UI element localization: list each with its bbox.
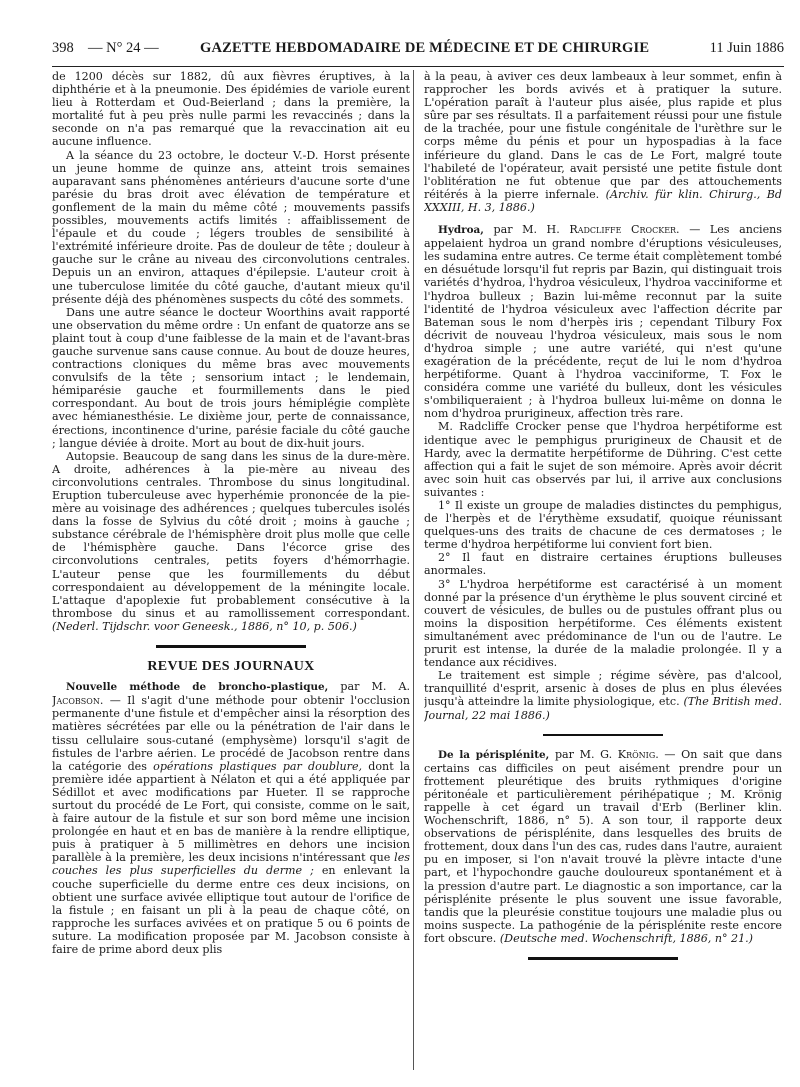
italic-phrase: opérations plastiques par doublure,: [153, 759, 363, 773]
paragraph-crocker-opinion: M. Radcliffe Crocker pense que l'hydroa herpétiforme est identique avec le pemphigus prurigineux de Chausit et de Hardy, avec la dermatite herpétiforme de Dühring. C'est cette affection qui a fait le sujet de son mémoire. Après avoir décrit avec soin huit cas observés par lui, il arrive aux conclusions suivantes :: [424, 420, 782, 499]
issue-date: 11 Juin 1886: [709, 40, 784, 56]
continuation-text: à la peau, à aviver ces deux lambeaux à leur sommet, enfin à rapprocher les bords avivés et à pratiquer la suture. L'opération paraît à l'auteur plus aisée, plus rapide et plus sûre par ses résultats. Il a parfaitement réussi pour une fistule de la trachée, pour une fistule congénitale de l'urèthre sur le corps même du pénis et pour un hypospadias à la face inférieure du gland. Dans le cas de Le Fort, malgré toute l'habileté de l'opérateur, avait persisté une petite fistule dont l'oblitération ne fut obtenue que par des attouchements réitérés à la pierre infernale.: [424, 70, 782, 201]
italic-phrase: les couches les plus superficielles du derme ;: [52, 851, 410, 878]
article-title-bronchoplastie: Nouvelle méthode de broncho-plastique,: [66, 681, 329, 694]
citation-bmj: (The British med. Journal, 22 mai 1886.): [424, 695, 782, 722]
article-text: — On sait que dans certains cas difficiles on peut aisément prendre pour un frottement pleurétique des bruits rythmiques d'origine péritonéale et particulièrement périhépatique ; M. Krönig rappelle à cet égard un travail d'Erb (Berliner klin. Wochenschrift, 1886, n° 5). A son tour, il rapporte deux observations de périsplénite, dans lesquelles des bruits de frottement, doux dans l'un des cas, rudes dans l'autre, auraient pu en imposer, si l'on n'avait trouvé la plèvre intacte d'une part, et l'hypochondre gauche douloureux spontanément et à la pression d'autre part. Le diagnostic a son importance, car la périsplénite présente le plus souvent une issue favorable, tandis que la pleurésie constitue toujours une maladie plus ou moins suspecte. La pathogénie de la périsplénite reste encore fort obscure.: [424, 747, 782, 945]
paragraph-autopsy: [52, 450, 410, 633]
page-number: 398: [52, 40, 74, 56]
article-par: par M. H.: [493, 223, 560, 237]
article-text: — Les anciens appelaient hydroa un grand nombre d'éruptions vésiculeuses, les sudamina entre autres. Ce terme était complètement tombé en désuétude lorsqu'il fut repris par Bazin, qui distinguait trois variétés d'hydroa, l'hydroa vésiculeux, l'hydroa vacciniforme et l'hydroa bulleux ; Bazin lui-même reconnut par la suite l'identité de l'hydroa vésiculeux avec l'affection décrite par Bateman sous le nom d'herpès iris ; cependant Tilbury Fox décrivit de nouveau l'hydroa vésiculeux, mais sous le nom d'hydroa simple ; une autre variété, qui n'est qu'une exagération de la précédente, reçut de lui le nom d'hydroa herpétiforme. Quant à l'hydroa vacciniforme, T. Fox le considéra comme une variété du bulleux, dont les vésicules s'ombiliqueraient ; à l'hydroa bulleux lui-même on donna le nom d'hydroa prurigineux, affection très rare.: [424, 223, 782, 421]
citation-nederl: (Nederl. Tijdschr. voor Geneesk., 1886, n° 10, p. 506.): [52, 619, 357, 633]
conclusion-1: 1° Il existe un groupe de maladies distinctes du pemphigus, de l'herpès et de l'érythème exsudatif, quoique réunissant quelques-uns des traits de chacune de ces dermatoses ; le terme d'hydroa herpétiforme lui convient fort bien.: [424, 499, 782, 552]
header-rule: [52, 66, 784, 67]
citation-deutsche: (Deutsche med. Wochenschrift, 1886, n° 21.): [499, 931, 754, 945]
right-column: [424, 70, 782, 1070]
paragraph-mortality: de 1200 décès sur 1882, dû aux fièvres éruptives, à la diphthérie et à la pneumonie. Des épidémies de variole eurent lieu à Rotterdam et Oud-Beierland ; dans la première, la mortalité fut à peu près nulle parmi les revaccinés ; dans la seconde on n'a pas remarqué que la revaccination ait eu aucune influence.: [52, 70, 410, 149]
article-title-hydroa: Hydroa,: [438, 224, 484, 237]
treatment-text: Le traitement est simple ; régime sévère, pas d'alcool, tranquillité d'esprit, arsenic à doses de plus en plus élevées jusqu'à atteindre la limite physiologique, etc.: [424, 669, 782, 709]
article-text: — Il s'agit d'une méthode pour obtenir l'occlusion permanente d'une fistule et d'empêcher ainsi la résorption des matières sécrétées par elle ou la pénétration de l'air dans le tissu cellulaire sous-cutané (emphysème) lorsqu'il s'agit de fistules de l'arbre aérien. Le procédé de Jacobson rentre dans la catégorie des: [52, 694, 410, 773]
column-divider: [413, 70, 414, 1070]
article-par: par M. G.: [554, 747, 613, 761]
article-bronchoplastie: [52, 680, 410, 956]
section-title: REVUE DES JOURNAUX: [147, 659, 315, 675]
article-perisplenite: [424, 748, 782, 945]
paragraph-treatment: [424, 669, 782, 721]
article-rule: [543, 734, 663, 736]
article-title-perisplenite: De la périsplénite,: [438, 748, 550, 761]
paragraph-horst-case: A la séance du 23 octobre, le docteur V.-D. Horst présente un jeune homme de quinze ans, atteint trois semaines auparavant sans phénomènes antérieurs d'aucune sorte d'une parésie du bras droit avec élévation de température et gonflement de la main du même côté ; mouvements passifs possibles, mouvements actifs limités : affaiblissement de l'épaule et du coude ; légers troubles de sensibilité à l'extrémité inférieure droite. Pas de douleur de tête ; douleur à gauche sur le crâne au niveau des circonvolutions centrales. Depuis un an environ, attaques d'épilepsie. L'auteur croit à une tuberculose limitée du côté gauche, d'autant mieux qu'il présente déjà des phénomènes suspects du côté des sommets.: [52, 148, 410, 306]
page-header: [52, 40, 784, 64]
article-author-kronig: Krönig.: [617, 747, 659, 761]
issue-number: — N° 24 —: [88, 40, 159, 56]
article-text: en enlevant la couche superficielle du derme entre ces deux incisions, on obtient une surface avivée elliptique tout autour de l'orifice de la fistule ; en faisant un pli à la peau de chaque côté, on rapproche les surfaces avivées et on pratique 5 ou 6 points de suture. La modification proposée par M. Jacobson consiste à faire de prime abord deux plis: [52, 864, 410, 956]
left-column: [52, 70, 410, 1070]
citation-archiv: (Archiv. für klin. Chirurg., Bd XXXIII, H. 3, 1886.): [424, 187, 782, 214]
article-author-jacobson: Jacobson.: [52, 694, 104, 708]
conclusion-2: 2° Il faut en distraire certaines éruptions bulleuses anormales.: [424, 551, 782, 578]
spacer: [424, 214, 782, 223]
paragraph-woorthins-case: Dans une autre séance le docteur Woorthins avait rapporté une observation du même ordre : Un enfant de quatorze ans se plaint tout à coup d'une faiblesse de la main et de l'avant-bras gauche survenue sans cause connue. Au bout de douze heures, contractions cloniques du même bras avec mouvements convulsifs de la tête ; sensorium intact ; le lendemain, hémiparésie gauche et fourmillements dans le pied correspondant. Au bout de trois jours hémiplégie complète avec hémianesthésie. Le dixième jour, perte de connaissance, érections, incontinence d'urine, parésie faciale du côté gauche ; langue déviée à droite. Mort au bout de dix-huit jours.: [52, 305, 410, 450]
section-rule: [156, 645, 306, 648]
conclusion-3: 3° L'hydroa herpétiforme est caractérisé à un moment donné par la présence d'un érythème le plus souvent circiné et couvert de vésicules, de bulles ou de pustules offrant plus ou moins la disposition herpétiforme. Ces éléments existent simultanément avec prédominance de l'un ou de l'autre. Le prurit est intense, la durée de la maladie prolongée. Il y a tendance aux récidives.: [424, 577, 782, 670]
article-hydroa: [424, 223, 782, 420]
end-rule: [528, 957, 678, 960]
article-text: dont la première idée appartient à Nélaton et qui a été appliquée par Sédillot et avec modifications par Hueter. Il se rapproche surtout du procédé de Le Fort, qui consiste, comme on le sait, à faire autour de la fistule et sur son bord même une incision prolongée en haut et en bas de manière à la rendre elliptique, puis à pratiquer à 5 millimètres en dehors une incision parallèle à la première, les deux incisions n'intéressant que: [52, 759, 410, 865]
journal-title: GAZETTE HEBDOMADAIRE DE MÉDECINE ET DE CHIRURGIE: [200, 40, 650, 56]
article-par: par M. A.: [340, 680, 410, 694]
paragraph-continuation: [424, 70, 782, 214]
article-author-crocker: Radcliffe Crocker.: [569, 223, 680, 237]
autopsy-text: Autopsie. Beaucoup de sang dans les sinus de la dure-mère. A droite, adhérences à la pie-mère au niveau des circonvolutions centrales. Thrombose du sinus longitudinal. Eruption tuberculeuse avec hyperhémie prononcée de la pie-mère au voisinage des adhérences ; quelques tubercules isolés dans la fosse de Sylvius du côté droit ; moins à gauche ; substance cérébrale de l'hémisphère droit plus molle que celle de l'hémisphère gauche. Dans l'écorce grise des circonvolutions centrales, petits foyers d'hémorrhagie. L'auteur pense que les fourmillements du début correspondaient au développement de la méningite locale. L'attaque d'apoplexie fut probablement consécutive à la thrombose du sinus et au ramollissement correspondant.: [52, 449, 410, 620]
